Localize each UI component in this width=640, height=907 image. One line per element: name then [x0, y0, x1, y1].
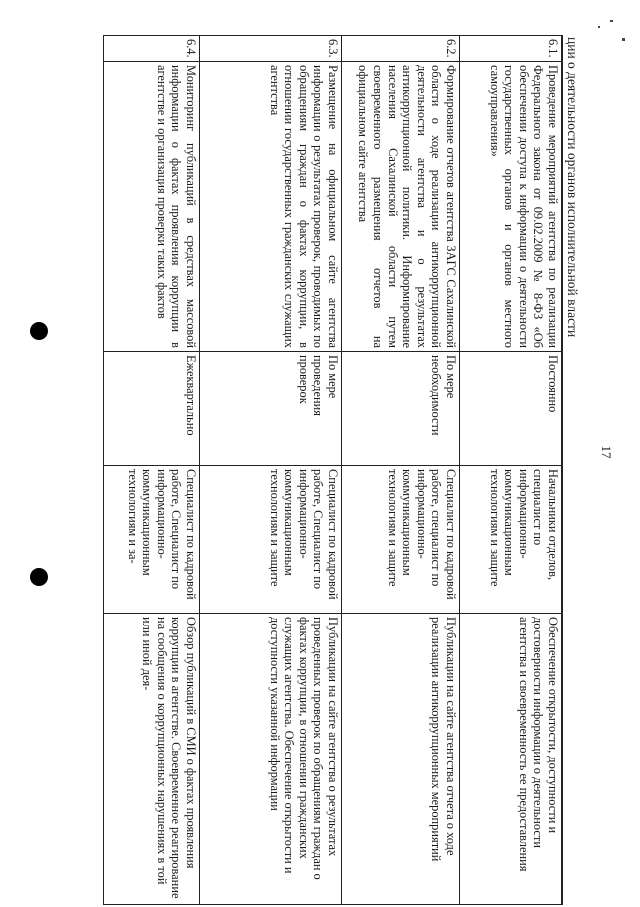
- row-term: По мере проведения проверок: [200, 352, 342, 466]
- scan-speck: [622, 38, 625, 41]
- rotated-content: [61, 35, 581, 905]
- row-number: 6.2.: [342, 36, 460, 62]
- row-action: Проведение мероприятий агентства по реализации Федерального закона от 09.02.2009 № 8-ФЗ «Об обеспечении доступа к информации о деятельности государственных органов и органов местного самоуправления»: [460, 62, 562, 352]
- row-term: По мере необходимости: [342, 352, 460, 466]
- binder-hole: [30, 322, 48, 340]
- action-plan-table: [103, 35, 562, 905]
- row-number: 6.3.: [200, 36, 342, 62]
- row-number: 6.4.: [104, 36, 200, 62]
- row-action: Мониторинг публикаций в средствах массовой информации о фактах проявления коррупции в агентстве и организация проверки таких фактов: [104, 62, 200, 352]
- row-responsible: Специалист по кадровой работе, Специалист по информационно-коммуникационным технологиям и защите: [200, 466, 342, 614]
- scan-speck: [610, 20, 613, 22]
- row-result: Публикации на сайте агентства отчета о ходе реализации антикоррупционных мероприятий: [342, 614, 460, 905]
- table-row: [104, 36, 200, 905]
- row-result: Обзор публикаций в СМИ о фактах проявления коррупции в агентстве. Своевременное реагирование на сообщения о коррупционных нарушениях в той или иной дея-: [104, 614, 200, 905]
- row-action: Формирование отчетов агентства ЗАГС Сахалинской области о ходе реализации антикоррупционной деятельности агентства и о результатах антикоррупционной политики. Информирование населения Сахалинской области путем своевременного размещения отчетов на официальном сайте агентства: [342, 62, 460, 352]
- row-number: 6.1.: [460, 36, 562, 62]
- page-number: 17: [599, 445, 614, 459]
- table-row: [200, 36, 342, 905]
- row-action: Размещение на официальном сайте агентства информации о результатах проверок, проводимых по обращениям граждан о фактах коррупции, в отношении государственных гражданских служащих агентства: [200, 62, 342, 352]
- table-top-border: [562, 35, 563, 905]
- row-term: Постоянно: [460, 352, 562, 466]
- row-result: Обеспечение открытости, доступности и достоверности информации о деятельности агентства и своевременность ее предоставления: [460, 614, 562, 905]
- row-term: Ежеквартально: [104, 352, 200, 466]
- table-row: [342, 36, 460, 905]
- scan-speck: [598, 26, 600, 28]
- section-title: ции о деятельности органов исполнительной власти: [565, 37, 580, 338]
- row-result: Публикации на сайте агентства о результатах проведенных проверок по обращениям граждан о фактах коррупции, в отношении гражданских служащих агентства. Обеспечение открытости и доступности указанной информации: [200, 614, 342, 905]
- row-responsible: Начальники отделов, специалист по информационно-коммуникационным технологиям и защите: [460, 466, 562, 614]
- table-row: [460, 36, 562, 905]
- row-responsible: Специалист по кадровой работе, Специалист по информационно-коммуникационным технологиям и за-: [104, 466, 200, 614]
- row-responsible: Специалист по кадровой работе, специалист по информационно-коммуникационным технологиям и защите: [342, 466, 460, 614]
- binder-hole: [30, 568, 48, 586]
